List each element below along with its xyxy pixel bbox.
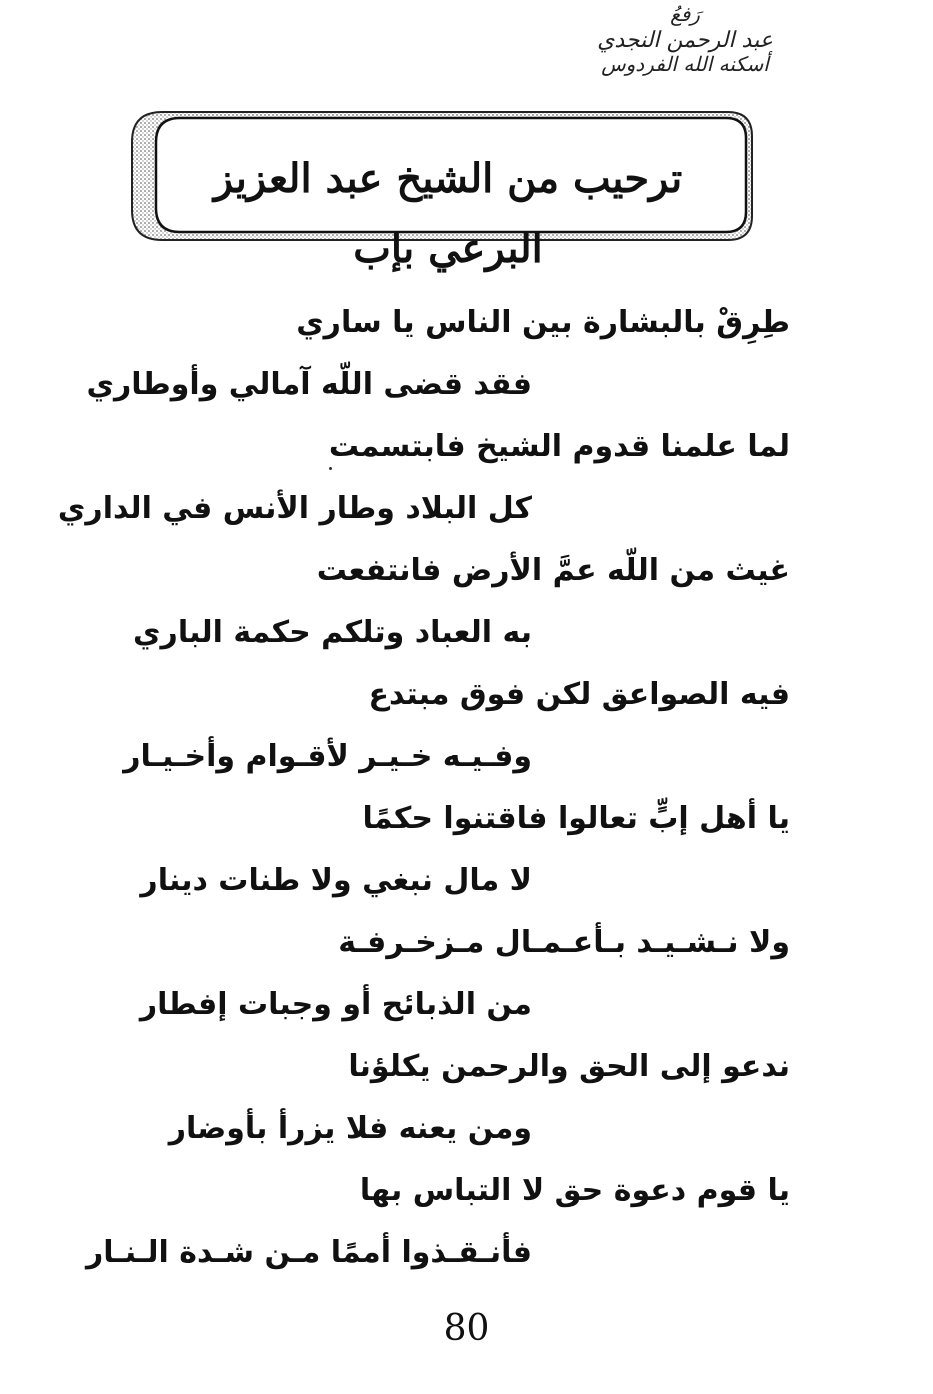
stamp-line-1: رَفعُ xyxy=(670,2,700,26)
stamp-line-3: أسكنه الله الفردوس xyxy=(601,52,769,77)
verse-7-first-hemistich: ندعو إلى الحق والرحمن يكلؤنا xyxy=(348,1049,790,1084)
verse-1-second-hemistich: فقد قضى اللّه آمالي وأوطاري xyxy=(86,367,532,402)
verse-4-first-hemistich: فيه الصواعق لكن فوق مبتدع xyxy=(368,677,790,712)
verse-2-second-hemistich: كل البلاد وطار الأنس في الداري xyxy=(57,491,532,526)
verse-6-first-hemistich: ولا نـشـيـد بـأعـمـال مـزخـرفـة xyxy=(338,925,790,960)
verse-8-second-hemistich: فأنـقـذوا أممًا مـن شـدة الـنـار xyxy=(85,1235,532,1270)
stamp-signature xyxy=(560,4,810,96)
verse-4-second-hemistich: وفـيـه خـيـر لأقـوام وأخـيـار xyxy=(123,739,532,774)
poem xyxy=(57,292,790,1284)
verse-5-first-hemistich: يا أهل إبٍّ تعالوا فاقتنوا حكمًا xyxy=(362,801,790,836)
verse-1-first-hemistich: طِرِقْ بالبشارة بين الناس يا ساري xyxy=(296,305,790,340)
verse-2-first-hemistich: لما علمنا قدوم الشيخ فابتسمت xyxy=(328,429,790,464)
verse-3-second-hemistich: به العباد وتلكم حكمة الباري xyxy=(133,615,532,650)
stamp-line-2: عبد الرحمن النجدي xyxy=(597,28,773,53)
page-title: ترحيب من الشيخ عبد العزيز البرعي بإب xyxy=(213,155,683,272)
page-number: 80 xyxy=(443,1308,490,1349)
title-frame xyxy=(128,106,756,272)
verse-8-first-hemistich: يا قوم دعوة حق لا التباس بها xyxy=(359,1173,790,1208)
verse-6-second-hemistich: من الذبائح أو وجبات إفطار xyxy=(139,987,532,1022)
verse-3-first-hemistich: غيث من اللّه عمَّ الأرض فانتفعت xyxy=(316,553,790,588)
verse-7-second-hemistich: ومن يعنه فلا يزرأ بأوضار xyxy=(168,1111,532,1146)
verse-5-second-hemistich: لا مال نبغي ولا طنات دينار xyxy=(140,863,532,898)
